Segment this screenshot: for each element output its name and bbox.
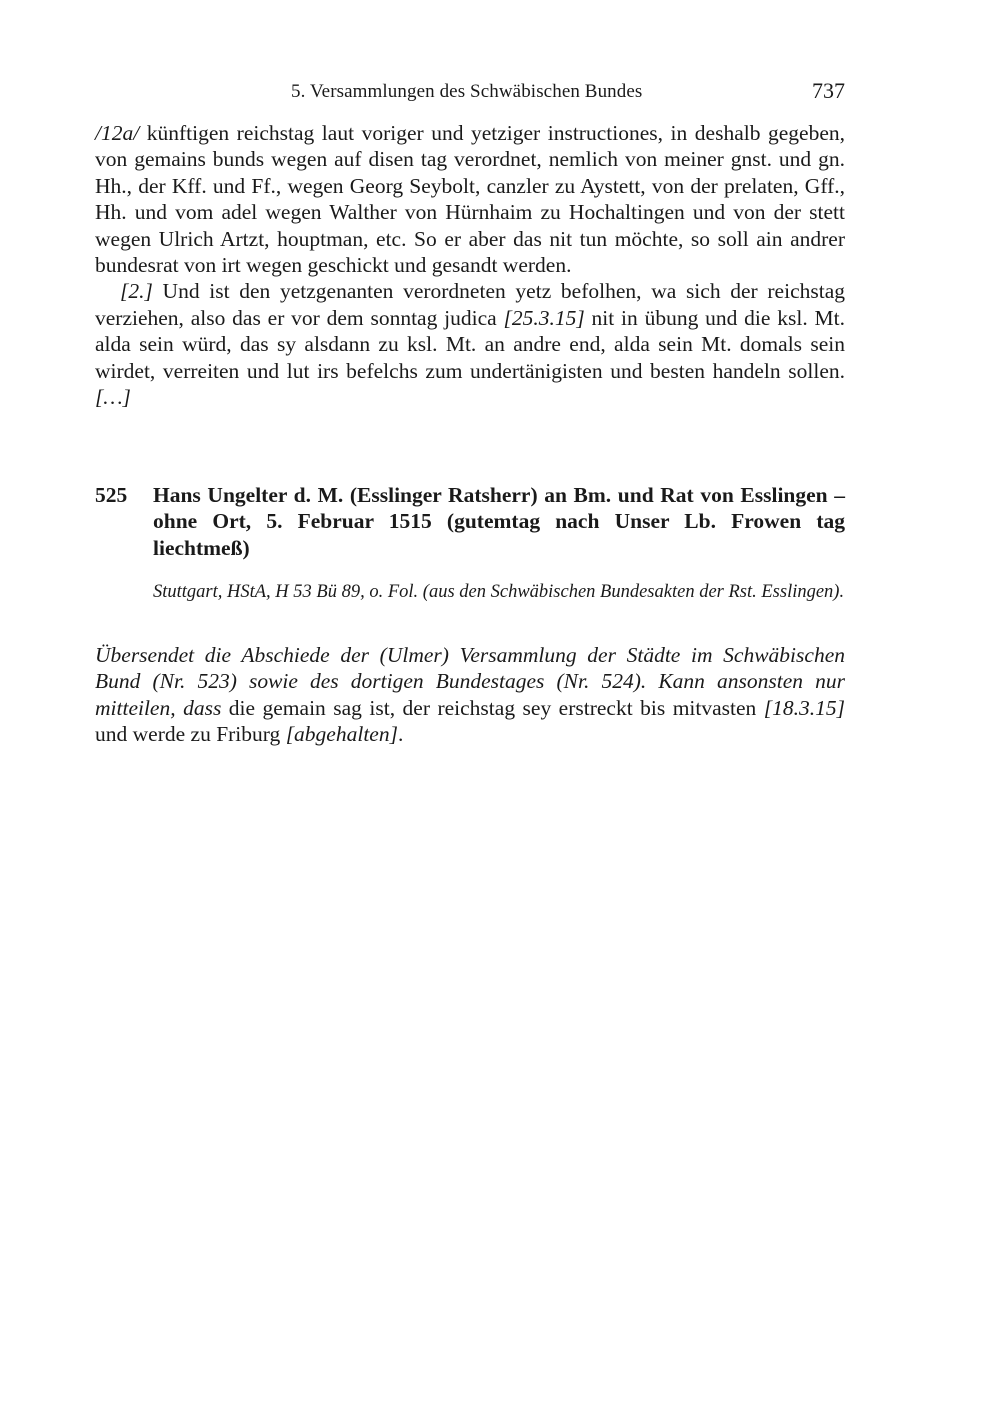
running-title: 5. Versammlungen des Schwäbischen Bundes [291,81,643,102]
paragraph-2-text-a: Und ist den yetzgenanten verordneten yetz befolhen, wa sich der reichstag verziehen, also das er vor dem sonntag judica [95,279,845,330]
paragraph-2-text-b: nit in übung und die ksl. Mt. alda sein würd, das sy alsdann zu ksl. Mt. an andre end, alda sein Mt. domals sein wirdet, verreiten und lut irs befelchs zum undertänigisten und besten handeln sollen. [95,305,845,383]
paragraph-1-text: künftigen reichstag laut voriger und yetziger instructiones, in deshalb gegeben, von gemains bunds wegen auf disen tag verordnet, nemlich von meiner gnst. und gn. Hh., der Kff. und Ff., wegen Georg Seybolt, canzler zu Aystett, von der prelaten, Gff., Hh. und vom adel wegen Walther von Hürnhaim zu Hochaltingen und von der stett wegen Ulrich Artzt, houptman, etc. So er aber das nit tun möchte, so soll ain andrer bundesrat von irt wegen geschickt und gesandt werden. [95,121,845,278]
document-heading [95,482,845,561]
paragraph-1 [95,120,845,278]
source-citation: Stuttgart, HStA, H 53 Bü 89, o. Fol. (aus den Schwäbischen Bundesakten der Rst. Esslingen). [153,582,845,602]
main-text [95,120,845,410]
document-number: 525 [95,483,128,507]
summary-end: [abgehalten] [285,722,398,747]
folio-marker: /12a/ [95,121,140,145]
date-annotation: [25.3.15] [503,305,585,330]
page-number: 737 [812,78,845,103]
document-summary [95,642,845,748]
summary-period: . [397,722,404,747]
paragraph-2 [95,278,845,410]
summary-date: [18.3.15] [763,695,845,720]
summary-quote-a: die gemain sag ist, der reichstag sey erstreckt bis mitvasten [221,695,764,720]
section-marker: [2.] [120,279,153,304]
summary-quote-b: und werde zu Friburg [95,722,286,747]
document-page [95,0,845,1418]
running-header [95,78,845,108]
document-title: Hans Ungelter d. M. (Esslinger Ratsherr) an Bm. und Rat von Esslingen – ohne Ort, 5. Februar 1515 (gutemtag nach Unser Lb. Frowen tag liechtmeß) [153,483,845,560]
summary-italic: Übersendet die Abschiede der (Ulmer) Versammlung der Städte im Schwäbischen Bund (Nr. 523) sowie des dortigen Bundestages (Nr. 524). Kann ansonsten nur mitteilen, dass [95,643,845,720]
ellipsis-marker: […] [95,385,131,410]
